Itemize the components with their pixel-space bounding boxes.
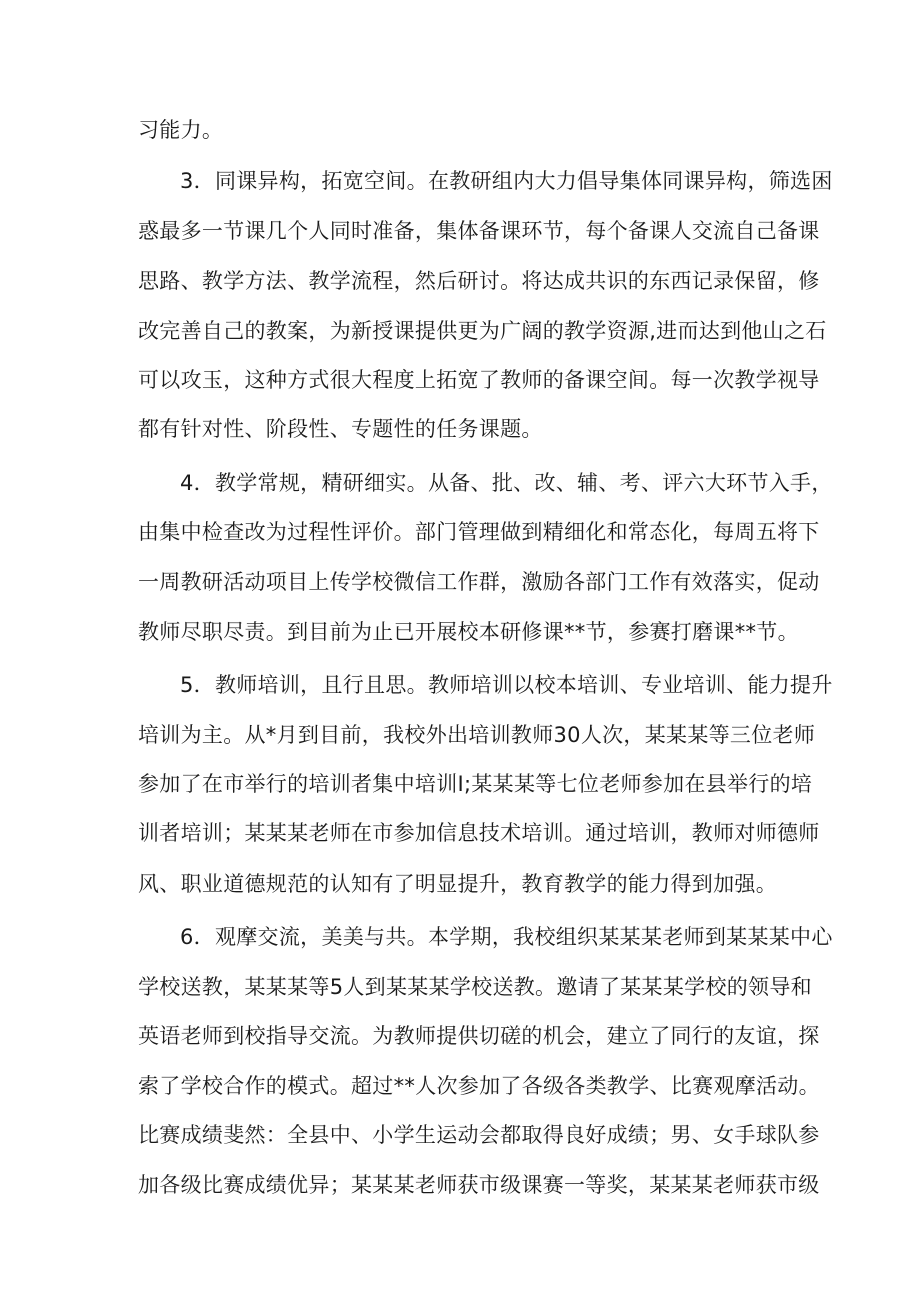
- text-line: 英语老师到校指导交流。为教师提供切磋的机会，建立了同行的友谊，探: [138, 1024, 820, 1048]
- text-line: 一周教研活动项目上传学校微信工作群，激励各部门工作有效落实，促动: [138, 570, 820, 594]
- text-line: 都有针对性、阶段性、专题性的任务课题。: [138, 417, 543, 441]
- paragraph-3-heading-line: 3．同课异构，拓宽空间。在教研组内大力倡导集体同课异构，筛选困: [180, 169, 833, 193]
- paragraph-4-heading-line: 4．教学常规，精研细实。从备、批、改、辅、考、评六大环节入手，: [180, 471, 833, 495]
- text-line: 教师尽职尽责。到目前为止已开展校本研修课**节，参赛打磨课**节。: [138, 620, 799, 644]
- text-line: 参加了在市举行的培训者集中培训I;某某某等七位老师参加在县举行的培: [138, 772, 813, 796]
- text-line: 比赛成绩斐然：全县中、小学生运动会都取得良好成绩；男、女手球队参: [138, 1123, 820, 1147]
- text-line: 训者培训；某某某老师在市参加信息技术培训。通过培训，教师对师德师: [138, 821, 820, 845]
- text-line: 加各级比赛成绩优异；某某某老师获市级课赛一等奖，某某某老师获市级: [138, 1173, 820, 1197]
- text-line: 惑最多一节课几个人同时准备，集体备课环节，每个备课人交流自己备课: [138, 219, 820, 243]
- text-line: 培训为主。从*月到目前，我校外出培训教师30人次，某某某等三位老师: [138, 723, 816, 747]
- text-line: 学校送教，某某某等5人到某某某学校送教。邀请了某某某学校的领导和: [138, 975, 812, 999]
- paragraph-5-heading-line: 5．教师培训，且行且思。教师培训以校本培训、专业培训、能力提升: [180, 673, 833, 697]
- text-line: 索了学校合作的模式。超过**人次参加了各级各类教学、比赛观摩活动。: [138, 1074, 820, 1098]
- text-line: 风、职业道德规范的认知有了明显提升，教育教学的能力得到加强。: [138, 872, 777, 896]
- text-line: 由集中检查改为过程性评价。部门管理做到精细化和常态化，每周五将下: [138, 520, 820, 544]
- text-line: 可以攻玉，这种方式很大程度上拓宽了教师的备课空间。每一次教学视导: [138, 368, 820, 392]
- text-line: 习能力。: [138, 118, 224, 142]
- text-line: 改完善自己的教案，为新授课提供更为广阔的教学资源,进而达到他山之石: [138, 319, 827, 343]
- paragraph-6-heading-line: 6．观摩交流，美美与共。本学期，我校组织某某某老师到某某某中心: [180, 925, 833, 949]
- text-line: 思路、教学方法、教学流程，然后研讨。将达成共识的东西记录保留，修: [138, 269, 820, 293]
